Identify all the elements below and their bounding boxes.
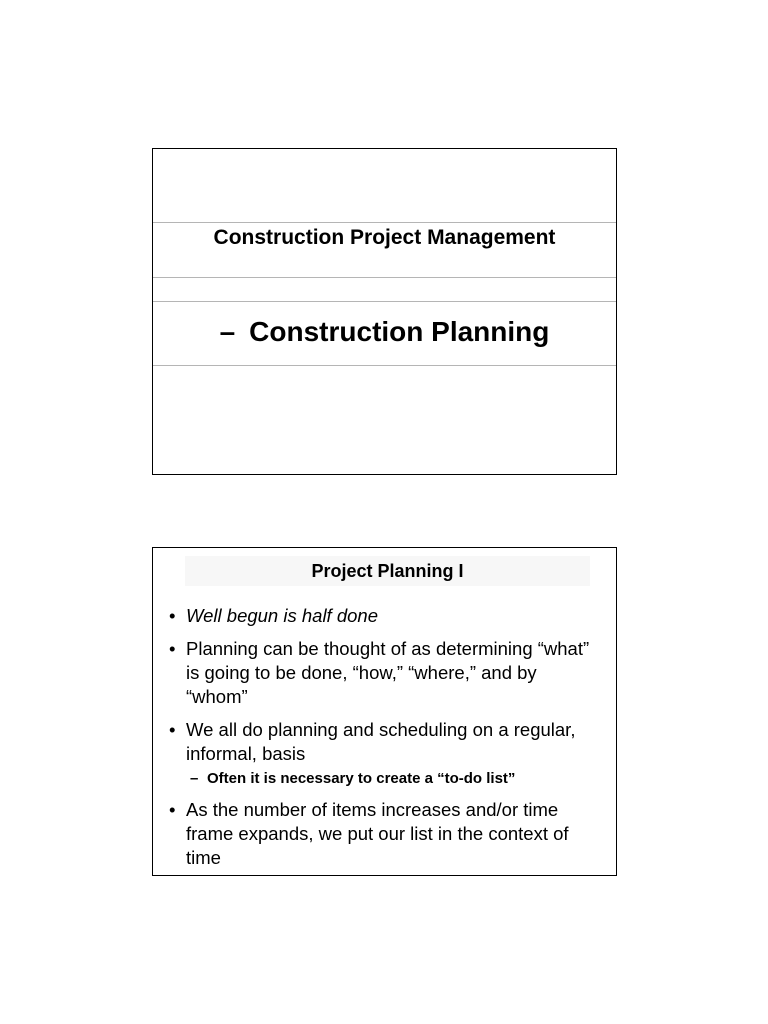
slide-header: Project Planning I [185,556,590,586]
bullet-item [169,604,599,628]
sub-bullet-text: Often it is necessary to create a “to-do list” [207,770,516,787]
bullet-list [169,604,599,879]
bullet-dot: • [169,605,176,626]
bullet-dot: • [169,719,176,740]
bullet-dot: • [169,799,176,820]
slide-project-planning [152,547,617,876]
bullet-item [169,637,599,709]
course-title: Construction Project Management [213,226,556,249]
topic-title [153,315,616,349]
divider-line [153,301,616,302]
bullet-text: Well begun is half done [186,605,378,626]
divider-line [153,365,616,366]
bullet-text: Planning can be thought of as determining “what” is going to be done, “how,” “where,” and by “whom” [186,638,590,707]
sub-bullet-dash: – [190,770,199,787]
topic-title-text: Construction Planning [249,316,550,347]
bullet-item [169,718,599,766]
sub-bullet-item [169,768,599,790]
topic-dash: – [219,316,236,347]
bullet-text: As the number of items increases and/or time frame expands, we put our list in the context of time [186,799,569,868]
divider-line [153,222,616,223]
bullet-dot: • [169,638,176,659]
bullet-text: We all do planning and scheduling on a regular, informal, basis [186,719,576,764]
divider-line [153,277,616,278]
slide-title-card [152,148,617,475]
bullet-item [169,798,599,870]
